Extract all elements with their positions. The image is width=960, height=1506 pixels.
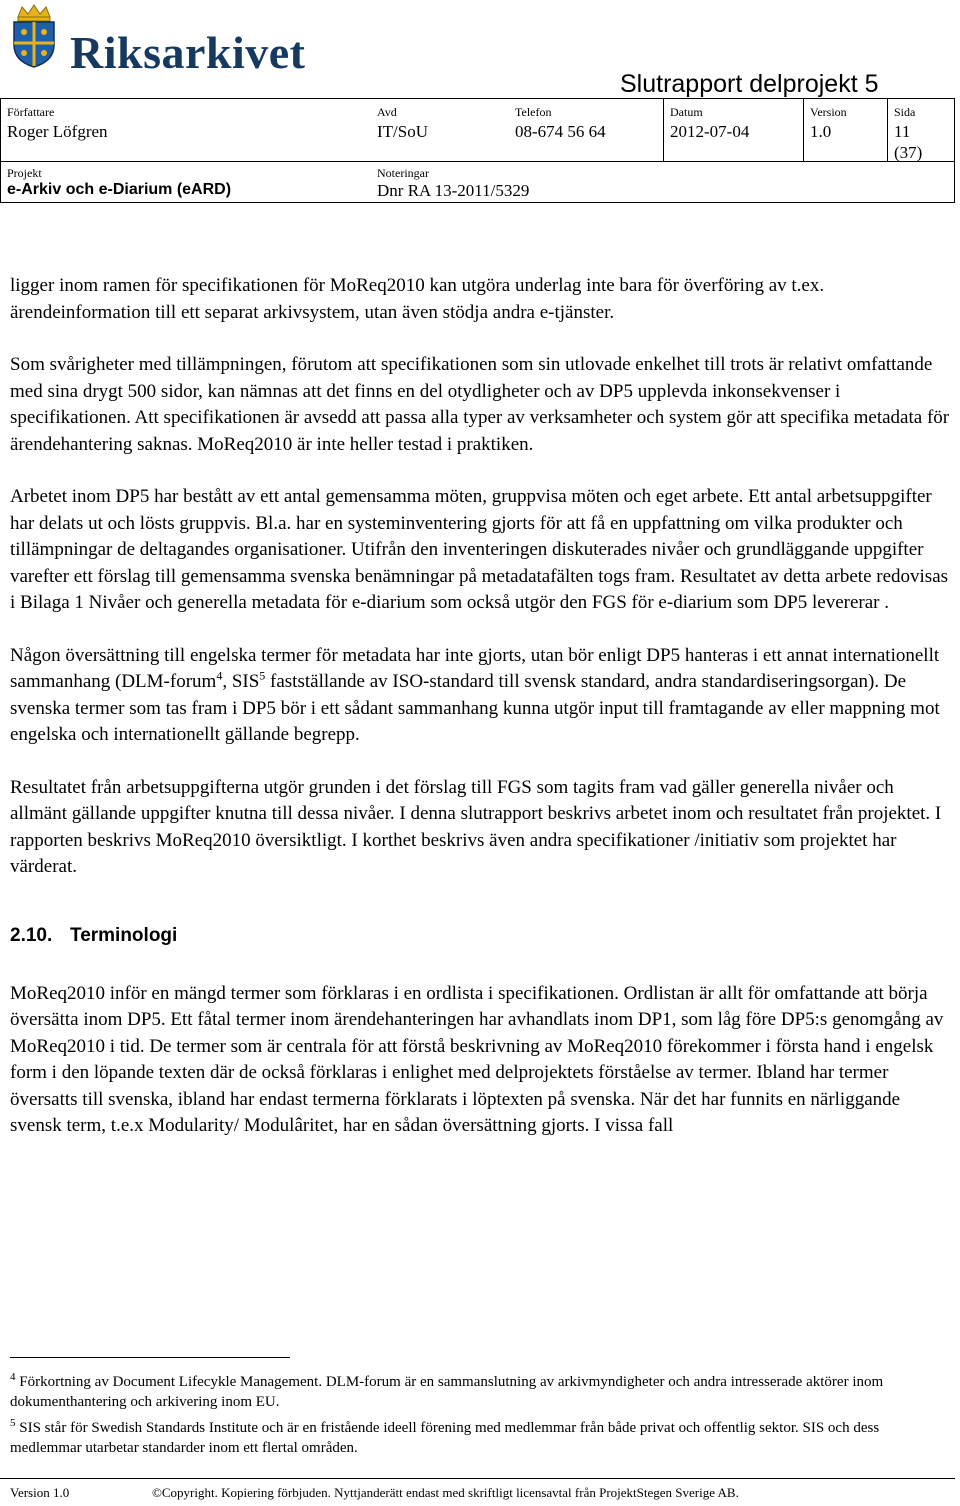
section-heading [10, 923, 950, 949]
date-label: Datum [670, 105, 703, 119]
paragraph-5: Resultatet från arbetsuppgifterna utgör grunden i det förslag till FGS som tagits fram vad gäller generella nivåer och allmänt gällande uppgifter knutna till dessa nivåer. I denna slutrapport beskrivs arbetet inom och resultatet från projektet. I rapporten beskrivs MoReq2010 översiktligt. I korthet beskrivs även andra specifikationer /initiativ som projektet har värderat. [10, 776, 942, 877]
author-cell [1, 99, 371, 161]
version-cell [803, 99, 887, 161]
notes-cell [371, 162, 663, 205]
document-header-table [0, 98, 955, 203]
footnote-number: 5 [10, 1417, 16, 1429]
footnotes [10, 1372, 950, 1464]
date-cell [663, 99, 803, 161]
paragraph-1: ligger inom ramen för specifikationen för MoReq2010 kan utgöra underlag inte bara för överföring av t.ex. ärendeinformation till ett separat arkivsystem, utan även stödja andra e-tjänster. [10, 275, 825, 323]
project-label: Projekt [7, 166, 42, 180]
page-value: 11 [894, 122, 911, 141]
footnote-text: SIS står för Swedish Standards Institute och är en fristående ideell förening med medlemmar från både privat och offentlig sektor. SIS och dess medlemmar utarbetar standarder inom ett flertal områden. [10, 1420, 880, 1456]
footnote-ref-5[interactable]: 5 [259, 668, 266, 683]
paragraph-4 [10, 643, 950, 749]
footer-copyright-text: Copyright. Kopiering förbjuden. Nyttjanderätt endast med skriftligt licensavtal från ProjektStegen Sverige AB. [161, 1485, 739, 1500]
page-total: (37) [894, 143, 923, 162]
phone-label: Telefon [515, 105, 552, 119]
footer-version: Version 1.0 [10, 1485, 70, 1500]
version-label: Version [810, 105, 847, 119]
footer-divider [0, 1478, 955, 1479]
author-value: Roger Löfgren [7, 122, 108, 141]
logo-wordmark: Riksarkivet [70, 27, 306, 78]
paragraph-4-text-b: , SIS [222, 671, 260, 692]
paragraph-4-text-a: Någon översättning till engelska termer för metadata har inte gjorts, utan bör enligt DP5 hanteras i ett annat internationellt sammanhang (DLM-forum [10, 644, 940, 692]
phone-value: 08-674 56 64 [515, 122, 606, 141]
header-row-2 [1, 161, 954, 205]
footer-copyright [152, 1485, 739, 1501]
riksarkivet-crest-logo [8, 3, 60, 69]
paragraph-3: Arbetet inom DP5 har bestått av ett antal gemensamma möten, gruppvisa möten och eget arbete. Ett antal arbetsuppgifter har delats ut och lösts gruppvis. Bl.a. har en systeminventering gjorts för att få en uppfattning om vilka produkter och tillämpningar de deltagandes organisationer. Utifrån den inventeringen diskuterades nivåer och grundläggande uppgifter varefter ett förslag till gemensamma svenska benämningar på metadatafälten togs fram. Resultatet av detta arbete redovisas i Bilaga 1 Nivåer och generella metadata för e-diarium som också utgör den FGS för e-diarium som DP5 levererar . [10, 486, 949, 613]
copyright-icon: © [152, 1485, 162, 1500]
footnote-text: Förkortning av Document Lifecykle Management. DLM-forum är en sammanslutning av arkivmyndigheter och andra intresserade aktörer inom dokumenthantering och arkivering inom EU. [10, 1374, 884, 1410]
dept-value: IT/SoU [377, 122, 428, 141]
header-row-1 [1, 99, 954, 161]
paragraph-4-text-c: fastställande av ISO-standard till svensk standard, andra standardiseringsorgan). De svenska termer som tas fram i DP5 bör i ett sådant sammanhang kunna utgör input till framtagande av eller mappning mot engelska och internationellt gällande begrepp. [10, 671, 940, 745]
section-title: Terminologi [70, 924, 178, 946]
project-value: e-Arkiv och e-Diarium (eARD) [7, 181, 232, 198]
author-label: Författare [7, 105, 55, 119]
document-title: Slutrapport delprojekt 5 [620, 70, 879, 98]
page-label: Sida [894, 105, 916, 119]
dept-label: Avd [377, 105, 397, 119]
project-cell [1, 162, 371, 205]
footnote-5 [10, 1418, 950, 1458]
footnote-number: 4 [10, 1371, 16, 1383]
footnote-ref-4[interactable]: 4 [216, 668, 223, 683]
date-value: 2012-07-04 [670, 122, 750, 141]
footnote-4 [10, 1372, 950, 1412]
document-body [10, 273, 950, 1166]
footnote-divider [10, 1357, 290, 1358]
page-cell [887, 99, 956, 161]
section-number: 2.10. [10, 924, 53, 946]
dept-cell [371, 99, 509, 161]
notes-label: Noteringar [377, 166, 429, 180]
notes-value: Dnr RA 13-2011/5329 [377, 181, 530, 200]
paragraph-6: MoReq2010 inför en mängd termer som förklaras i en ordlista i specifikationen. Ordlistan är allt för omfattande att börja översätta inom DP5. Ett fåtal termer inom ärendehanteringen har avhandlats inom DP1, som låg före DP5:s genomgång av MoReq2010 i tid. De termer som är centrala för att förstå beskrivning av MoReq2010 förekommer i första hand i engelsk form i den löpande texten där de också förklaras i enlighet med delprojektets förståelse av termer. Ibland har termer översatts till svenska, ibland har endast termerna förklarats i löptexten på svenska. När det har funnits en närliggande svensk term, t.e.x Modularity/ Modulâritet, har en sådan översättning gjorts. I vissa fall [10, 982, 944, 1136]
paragraph-2: Som svårigheter med tillämpningen, förutom att specifikationen som sin utlovade enkelhet till trots är relativt omfattande med sina drygt 500 sidor, kan nämnas att det finns en del otydligheter och av DP5 upplevda inkonsekvenser i specifikationen. Att specifikationen är avsedd att passa alla typer av verksamheter och system gör att specifika metadata för ärendehantering saknas. MoReq2010 är inte heller testad i praktiken. [10, 354, 950, 455]
phone-cell [509, 99, 663, 161]
version-value: 1.0 [810, 122, 832, 141]
